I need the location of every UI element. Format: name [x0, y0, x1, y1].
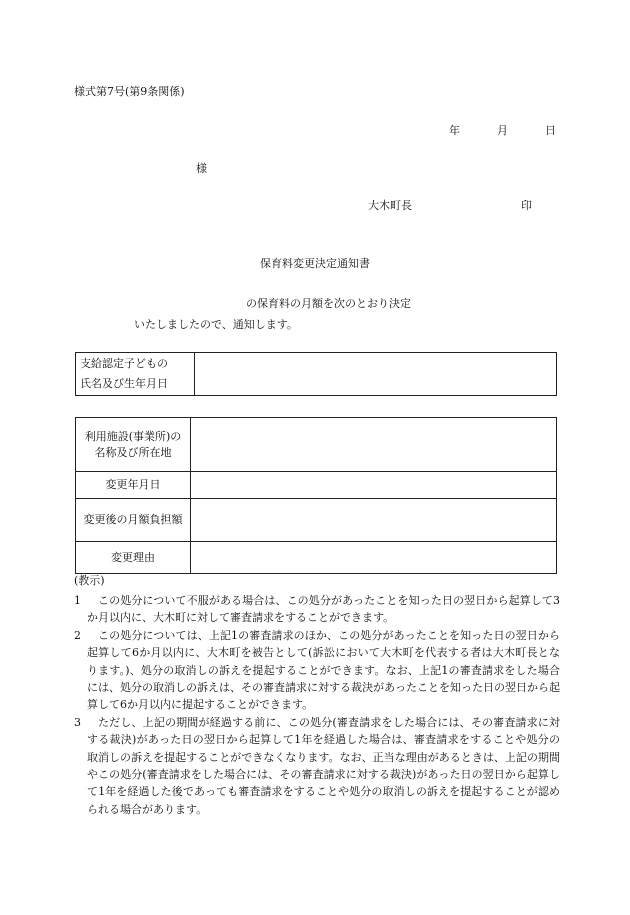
child-label-line-1: 支給認定子どもの	[80, 357, 168, 370]
detail-table	[75, 417, 557, 574]
child-info-table	[75, 352, 557, 396]
monthly-fee-value	[191, 499, 557, 542]
seal-mark: 印	[521, 199, 532, 212]
issuer-name: 大木町長	[368, 199, 412, 212]
table-row	[76, 353, 557, 396]
child-label-line-2: 氏名及び生年月日	[80, 377, 168, 390]
form-number: 様式第7号(第9条関係)	[74, 85, 185, 98]
facility-label-line-2: 名称及び所在地	[94, 445, 172, 459]
item-text: ただし、上記の期間が経過する前に、この処分(審査請求をした場合には、その審査請求に対する裁決)があった日の翌日から起算して1年を経過した場合は、審査請求をすることや処分の取消しの訴えを提起することができなくなります。なお、正当な理由があるときは、上記の期間やこの処分(審査請求をした場合には、その審査請求に対する裁決)があった日の翌日から起算して1年を経過した後であっても審査請求をすることや処分の取消しの訴えを提起することが認められる場合があります。	[87, 715, 560, 816]
list-item	[74, 592, 560, 627]
list-item	[74, 627, 560, 714]
item-number: 1	[74, 594, 81, 607]
change-reason-label: 変更理由	[76, 542, 191, 574]
change-reason-value	[191, 542, 557, 574]
intro-line-2: いたしましたので、通知します。	[134, 318, 298, 331]
change-date-label: 変更年月日	[76, 472, 191, 499]
item-text: この処分については、上記1の審査請求のほか、この処分があったことを知った日の翌日から起算して6か月以内に、大木町を被告として(訴訟において大木町を代表する者は大木町長となります。)、処分の取消しの訴えを提起することができます。なお、上記1の審査請求をした場合には、処分の取消しの訴えは、その審査請求に対する裁決があったことを知った日の翌日から起算して6か月以内に提起することができます。	[87, 628, 560, 712]
table-row	[76, 542, 557, 574]
instructions-list	[74, 592, 560, 818]
table-row	[76, 472, 557, 499]
intro-line-1: の保育料の月額を次のとおり決定	[246, 297, 411, 310]
item-text: この処分について不服がある場合は、この処分があったことを知った日の翌日から起算して3か月以内に、大木町に対して審査請求をすることができます。	[87, 594, 560, 625]
list-item	[74, 714, 560, 818]
facility-label-line-1: 利用施設(事業所)の	[84, 429, 182, 443]
child-value-cell	[195, 353, 557, 396]
child-label-cell	[76, 353, 195, 396]
change-date-value	[191, 472, 557, 499]
monthly-fee-label: 変更後の月額負担額	[76, 499, 191, 542]
item-number: 2	[74, 628, 81, 642]
addressee-suffix: 様	[196, 162, 207, 175]
date-month-label: 月	[497, 124, 508, 137]
facility-label-cell	[76, 418, 191, 472]
table-row	[76, 418, 557, 472]
item-number: 3	[74, 715, 81, 729]
instructions-heading: (教示)	[74, 574, 105, 587]
date-day-label: 日	[545, 124, 556, 137]
facility-value-cell	[191, 418, 557, 472]
document-title: 保育料変更決定通知書	[260, 257, 370, 270]
table-row	[76, 499, 557, 542]
date-year-label: 年	[449, 124, 460, 137]
